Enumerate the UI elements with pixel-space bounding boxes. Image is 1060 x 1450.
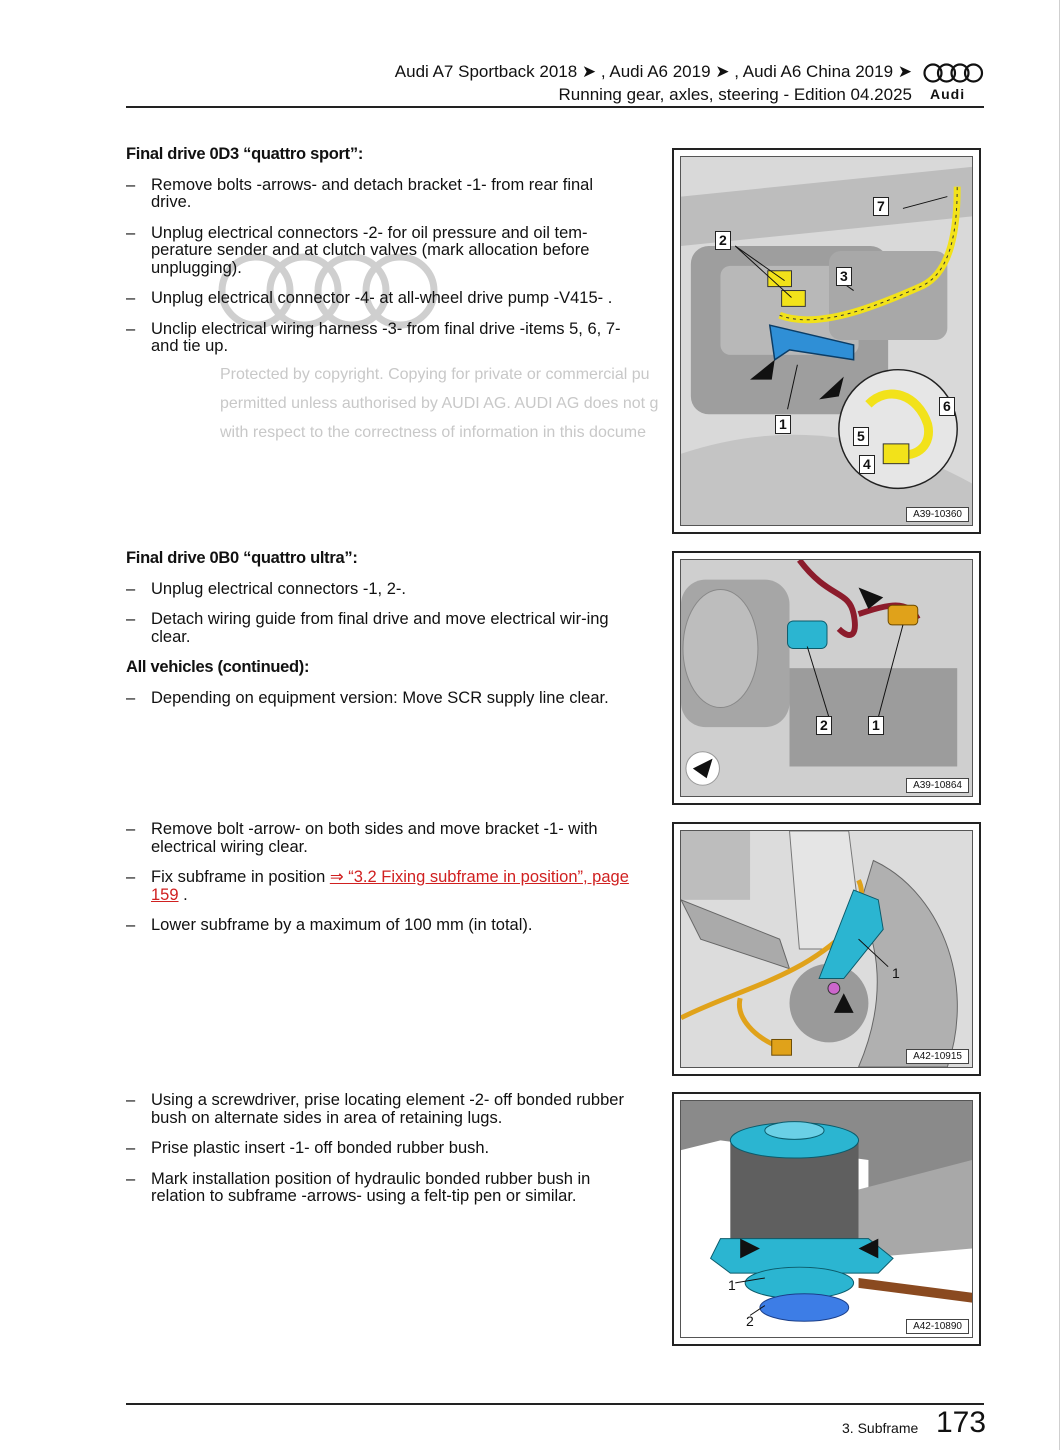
instruction-step: – Using a screwdriver, prise locating element -2- off bonded rubber bush on alternate sides in area of retaining lugs. xyxy=(126,1091,624,1127)
section-final-drive-0d3 xyxy=(126,146,636,369)
callout-label: 1 xyxy=(775,415,791,434)
callout-label: 3 xyxy=(836,267,852,286)
callout-label: 1 xyxy=(868,716,884,735)
figure-code: A42-10890 xyxy=(906,1319,969,1334)
callout-label: 1 xyxy=(892,965,900,981)
figure-bracket-wiring xyxy=(672,822,981,1076)
header-rule xyxy=(126,106,984,108)
section-rubber-bush xyxy=(126,1092,636,1219)
footer-section: 3. Subframe xyxy=(842,1420,919,1436)
footer-rule xyxy=(126,1403,984,1405)
instruction-step: – Unplug electrical connectors -2- for oil pressure and oil tem-perature sender and at clutch valves (mark allocation before unplugging). xyxy=(126,223,590,277)
callout-label: 4 xyxy=(859,455,875,474)
section-heading: Final drive 0B0 “quattro ultra”: xyxy=(126,549,358,567)
audi-wordmark: Audi xyxy=(930,86,966,102)
figure-code: A42-10915 xyxy=(906,1049,969,1064)
illustration-bush xyxy=(681,1101,972,1337)
figure-code: A39-10360 xyxy=(906,507,969,522)
instruction-step: – Unplug electrical connector -4- at all-wheel drive pump -V415- . xyxy=(126,289,613,307)
callout-label: 2 xyxy=(746,1313,754,1329)
instruction-step: – Unplug electrical connectors -1, 2-. xyxy=(126,579,406,598)
instruction-step: – Detach wiring guide from final drive and move electrical wir-ing clear. xyxy=(126,610,609,646)
instruction-step: – Remove bolt -arrow- on both sides and move bracket -1- with electrical wiring clear. xyxy=(126,820,598,856)
illustration-bracket xyxy=(681,831,972,1067)
figure-code: A39-10864 xyxy=(906,778,969,793)
instruction-step: – Depending on equipment version: Move SCR supply line clear. xyxy=(126,688,609,707)
copyright-watermark: Protected by copyright. Copying for private or commercial pu permitted unless authorised by AUDI AG. AUDI AG does not g with respect to the correctness of information in this docume xyxy=(220,366,659,441)
section-final-drive-0b0 xyxy=(126,550,636,720)
figure-rubber-bush xyxy=(672,1092,981,1346)
instruction-step: – Prise plastic insert -1- off bonded rubber bush. xyxy=(126,1139,490,1157)
header-vehicles: Audi A7 Sportback 2018 ➤ , Audi A6 2019 ➤ , Audi A6 China 2019 ➤ xyxy=(394,62,912,81)
instruction-step: – Mark installation position of hydraulic bonded rubber bush in relation to subframe -arrows- using a felt-tip pen or similar. xyxy=(126,1169,591,1205)
instruction-step: – Remove bolts -arrows- and detach bracket -1- from rear final drive. xyxy=(126,175,594,211)
callout-label: 2 xyxy=(715,231,731,250)
section-subheading: All vehicles (continued): xyxy=(126,658,310,676)
figure-final-drive-0d3 xyxy=(672,148,981,534)
section-heading: Final drive 0D3 “quattro sport”: xyxy=(126,145,364,163)
callout-label: 5 xyxy=(853,427,869,446)
callout-label: 2 xyxy=(816,716,832,735)
callout-label: 1 xyxy=(728,1277,736,1293)
figure-final-drive-0b0 xyxy=(672,551,981,805)
illustration-0d3 xyxy=(681,157,972,525)
callout-label: 6 xyxy=(939,397,955,416)
header-manual-title: Running gear, axles, steering - Edition 04.2025 xyxy=(558,85,912,104)
instruction-step: – Lower subframe by a maximum of 100 mm (in total). xyxy=(126,916,533,934)
illustration-0b0 xyxy=(681,560,972,796)
instruction-step: – Unclip electrical wiring harness -3- from final drive -items 5, 6, 7- and tie up. xyxy=(126,319,621,355)
callout-label: 7 xyxy=(873,197,889,216)
section-subframe-steps xyxy=(126,821,636,948)
fix-subframe-link[interactable]: ⇒ “3.2 Fixing subframe in position”, page 159 xyxy=(151,868,629,904)
instruction-step: – Fix subframe in position ⇒ “3.2 Fixing subframe in position”, page 159 . xyxy=(126,868,629,904)
audi-rings-logo xyxy=(922,62,984,84)
page-number: 173 xyxy=(936,1406,987,1439)
